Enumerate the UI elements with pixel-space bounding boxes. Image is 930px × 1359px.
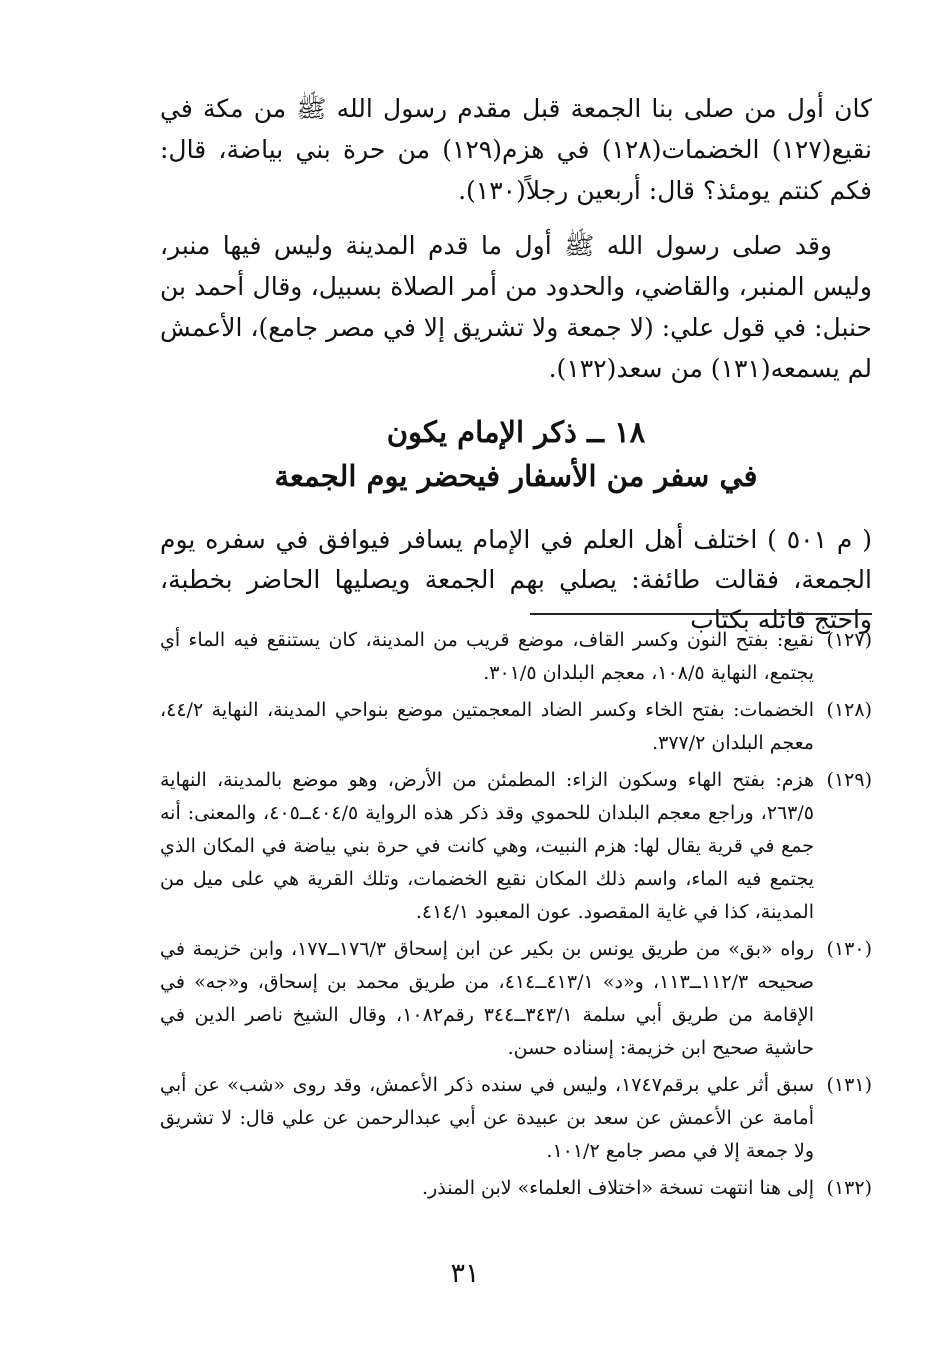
footnote-separator — [530, 613, 872, 615]
body-text-top — [160, 88, 872, 403]
footnote-text: الخضمات: بفتح الخاء وكسر الضاد المعجمتين موضع بنواحي المدينة، النهاية ٤٤/٢، معجم البلدان ٣٧٧/٢. — [160, 699, 814, 754]
footnote-number: (١٣٠) — [826, 938, 872, 960]
footnote-number: (١٢٨) — [826, 699, 872, 721]
heading-line-2: في سفر من الأسفار فيحضر يوم الجمعة — [274, 459, 758, 493]
paragraph-1: كان أول من صلى بنا الجمعة قبل مقدم رسول الله ﷺ من مكة في نقيع(١٢٧) الخضمات(١٢٨) في هزم(١٢٩) من حرة بني بياضة، قال: فكم كنتم يومئذ؟ قال: أربعين رجلاً(١٣٠). — [160, 94, 872, 205]
footnote-131 — [160, 1069, 872, 1168]
page-number: ٣١ — [450, 1258, 480, 1289]
footnote-129 — [160, 764, 872, 929]
footnote-number: (١٢٧) — [826, 629, 872, 651]
paragraph-3: ( م ٥٠١ ) اختلف أهل العلم في الإمام يسافر فيوافق في سفره يوم الجمعة، فقالت طائفة: يصلي بهم الجمعة ويصليها الحاضر بخطبة، واحتج قائله بكتاب — [160, 525, 872, 634]
footnote-130 — [160, 933, 872, 1065]
footnote-number: (١٣١) — [826, 1074, 872, 1096]
footnote-128 — [160, 694, 872, 760]
footnote-text: إلى هنا انتهت نسخة «اختلاف العلماء» لابن المنذر. — [422, 1177, 814, 1199]
footnote-text: نقيع: بفتح النون وكسر القاف، موضع قريب من المدينة، كان يستنقع فيه الماء أي يجتمع، النهاية ١٠٨/٥، معجم البلدان ٣٠١/٥. — [160, 629, 814, 684]
footnote-text: سبق أثر علي برقم١٧٤٧، وليس في سنده ذكر الأعمش، وقد روى «شب» عن أبي أمامة عن الأعمش عن سعد بن عبيدة عن أبي عبدالرحمن عن علي قال: لا تشريق ولا جمعة إلا في مصر جامع ١٠١/٢. — [160, 1074, 814, 1162]
footnotes — [160, 624, 872, 1209]
paragraph-2: وقد صلى رسول الله ﷺ أول ما قدم المدينة وليس فيها منبر، وليس المنبر، والقاضي، والحدود من أمر الصلاة بسبيل، وقال أحمد بن حنبل: في قول علي: (لا جمعة ولا تشريق إلا في مصر جامع)، الأعمش لم يسمعه(١٣١) من سعد(١٣٢). — [160, 231, 872, 383]
heading-line-1: ١٨ ــ ذكر الإمام يكون — [386, 415, 646, 449]
footnote-number: (١٢٩) — [826, 769, 872, 791]
footnote-text: هزم: بفتح الهاء وسكون الزاء: المطمئن من الأرض، وهو موضع بالمدينة، النهاية ٢٦٣/٥، وراجع معجم البلدان للحموي وقد ذكر هذه الرواية ٤٠٤/٥ــ٤٠٥، والمعنى: أنه جمع في قرية يقال لها: هزم النبيت، وهي كانت في حرة بني بياضة في المكان الذي يجتمع فيه الماء، واسم ذلك المكان نقيع الخضمات، وتلك القرية هي على ميل من المدينة، كذا في غاية المقصود. عون المعبود ٤١٤/١. — [160, 769, 814, 923]
footnote-number: (١٣٢) — [826, 1177, 872, 1199]
footnote-132 — [160, 1172, 872, 1205]
footnote-text: رواه «بق» من طريق يونس بن بكير عن ابن إسحاق ١٧٦/٣ــ١٧٧، وابن خزيمة في صحيحه ١١٢/٣ــ١١٣، و«د» ٤١٣/١ــ٤١٤، من طريق محمد بن إسحاق، و«جه» في الإقامة من طريق أبي سلمة ٣٤٣/١ــ٣٤٤ رقم١٠٨٢، وقال الشيخ ناصر الدين في حاشية صحيح ابن خزيمة: إسناده حسن. — [160, 938, 815, 1059]
footnote-127 — [160, 624, 872, 690]
section-heading — [160, 410, 872, 498]
